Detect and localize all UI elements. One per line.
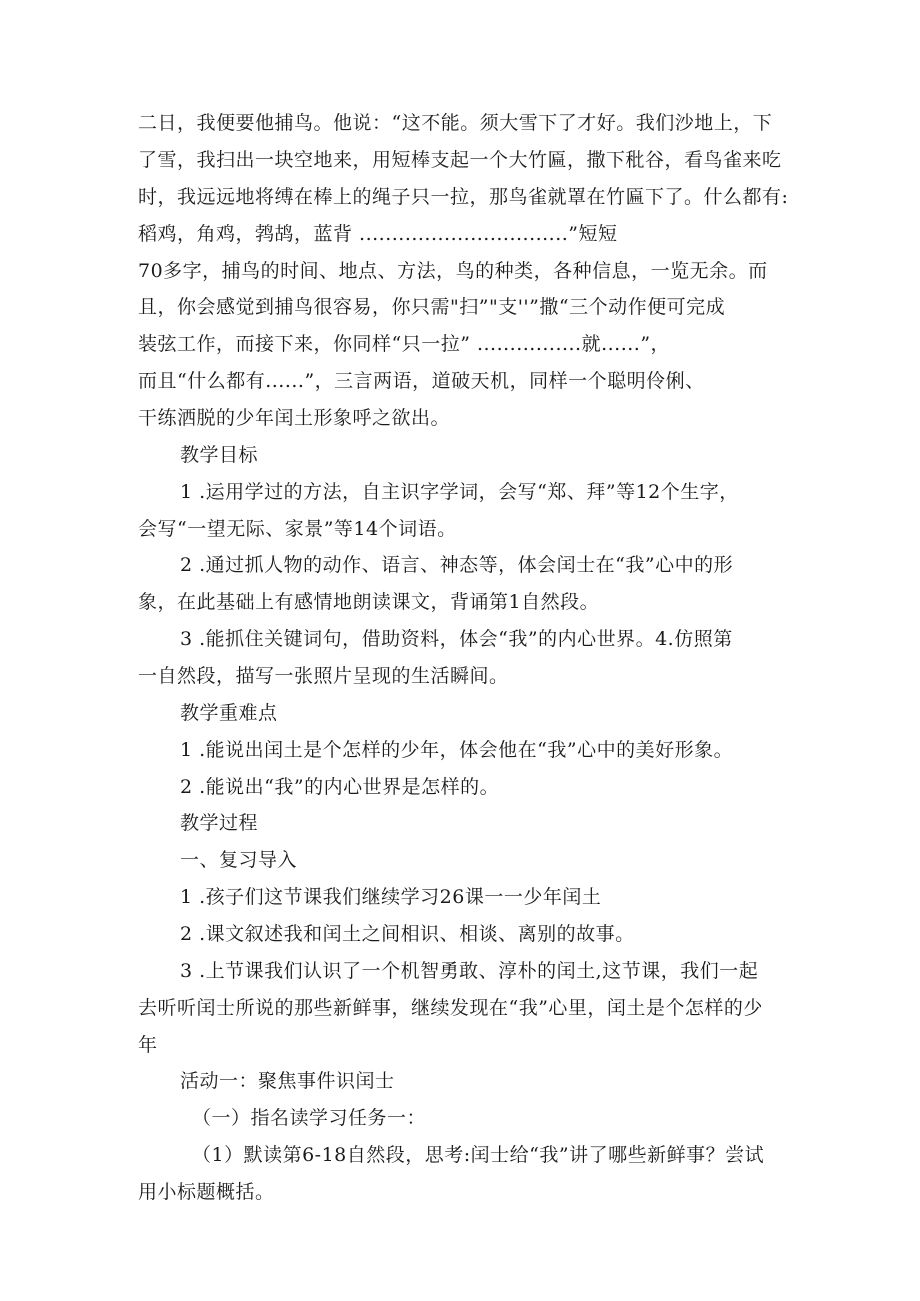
section-heading: 教学过程 (180, 812, 259, 834)
text-line: 年 (138, 1034, 158, 1056)
section-heading: 教学目标 (180, 444, 259, 466)
text-line: 二日，我便要他捕鸟。他说：“这不能。须大雪下了才好。我们沙地上，下 (138, 112, 773, 134)
text-line: 干练洒脱的少年闰土形象呼之欲出。 (138, 407, 451, 429)
text-line: 了雪，我扫出一块空地来，用短棒支起一个大竹匾，撒下秕谷，看鸟雀来吃 (138, 149, 782, 171)
text-line: 3 .上节课我们认识了一个机智勇敢、淳朴的闰土,这节课，我们一起 (180, 960, 759, 982)
section-heading: 活动一：聚焦事件识闰士 (180, 1070, 395, 1092)
text-line: 1 .能说出闰土是个怎样的少年，体会他在“我”心中的美好形象。 (180, 739, 734, 761)
text-line: 3 .能抓住关键词句，借助资料，体会“我”的内心世界。4.仿照第 (180, 628, 733, 650)
text-line: 2 .能说出“我”的内心世界是怎样的。 (180, 776, 500, 798)
section-heading: 教学重难点 (180, 702, 278, 724)
text-line: 70多字，捕鸟的时间、地点、方法，鸟的种类，各种信息，一览无余。而 (138, 260, 768, 282)
text-line: 1 .运用学过的方法，自主识字学词，会写“郑、拜”等12个生字， (180, 481, 739, 503)
text-line: （一）指名读学习任务一： (192, 1107, 427, 1129)
text-line: 且，你会感觉到捕鸟很容易，你只需"扫”"支''”撒“三个动作便可完成 (138, 296, 726, 318)
text-line: 会写“一望无际、家景”等14个词语。 (138, 518, 457, 540)
text-line: 1 .孩子们这节课我们继续学习26课一一少年闰土 (180, 886, 602, 908)
text-line: 2 .通过抓人物的动作、语言、神态等，体会闰士在“我”心中的形 (180, 554, 734, 576)
section-heading: 一、复习导入 (180, 849, 298, 871)
text-line: 而且“什么都有......”，三言两语，道破天机，同样一个聪明伶俐、 (138, 370, 705, 392)
text-line: （1）默读第6-18自然段，思考:闰士给“我”讲了哪些新鲜事？尝试 (192, 1144, 765, 1166)
text-line: 象，在此基础上有感情地朗读课文，背诵第1自然段。 (138, 591, 600, 613)
text-line: 稻鸡，角鸡，鹁鸪，蓝背 ................................”短短 (138, 223, 618, 245)
text-line: 2 .课文叙述我和闰土之间相识、相谈、离别的故事。 (180, 923, 635, 945)
text-line: 时，我远远地将缚在棒上的绳子只一拉，那鸟雀就罩在竹匾下了。什么都有: (138, 186, 789, 208)
text-line: 用小标题概括。 (138, 1181, 275, 1203)
text-line: 装弦工作，而接下来，你同样“只一拉” ................就......”， (138, 333, 671, 355)
text-line: 一自然段，描写一张照片呈现的生活瞬间。 (138, 665, 509, 687)
text-line: 去听听闰士所说的那些新鲜事，继续发现在“我”心里，闰土是个怎样的少 (138, 997, 763, 1019)
